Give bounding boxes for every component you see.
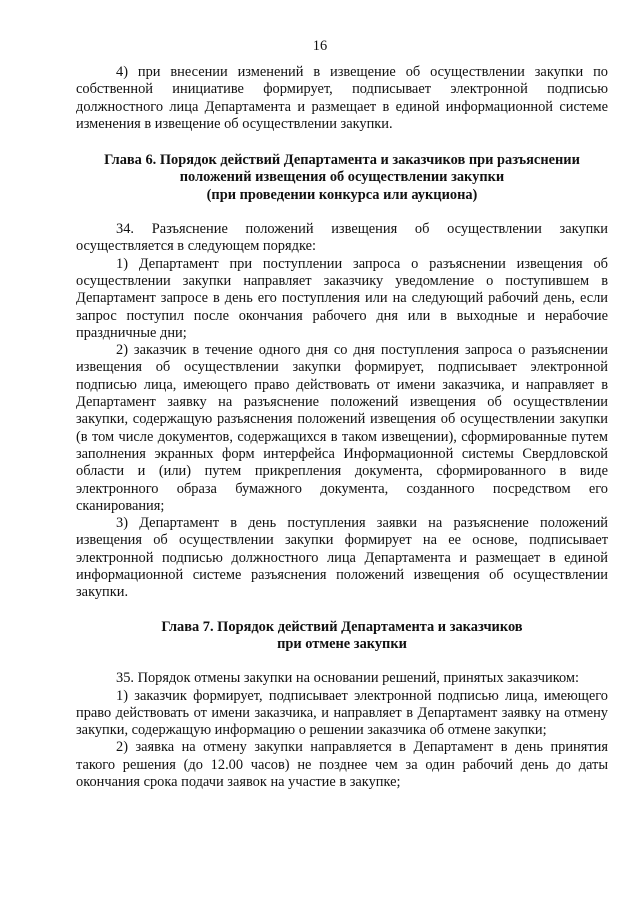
paragraph-item-4: 4) при внесении изменений в извещение об осуществлении закупки по собственной инициативе формирует, подписывает электронной подписью должностного лица Департамента и размещает в единой информационной системе изменения в извещение об осуществлении закупки.: [76, 64, 608, 132]
page-number: 16: [312, 38, 328, 54]
heading-line: Глава 7. Порядок действий Департамента и заказчиков: [161, 618, 523, 635]
heading-line: Глава 6. Порядок действий Департамента и заказчиков при разъяснении: [104, 152, 580, 169]
paragraph-35-item-1: 1) заказчик формирует, подписывает электронной подписью лица, имеющего право действовать от имени заказчика, и направляет в Департамент заявку на отмену закупки, содержащую информацию о решении заказчика об отмене закупки;: [76, 687, 608, 739]
paragraph-34-item-1: 1) Департамент при поступлении запроса о разъяснении извещения об осуществлении закупки направляет заказчику уведомление о поступившем в Департамент запросе в день его поступления или на следующий рабочий день, если запрос поступил после окончания рабочего дня или в выходные и нерабочие праздничные дни;: [76, 255, 608, 341]
heading-line: при отмене закупки: [277, 635, 407, 652]
paragraph-34-item-2: 2) заказчик в течение одного дня со дня поступления запроса о разъяснении извещения об осуществлении закупки формирует, подписывает электронной подписью лица, имеющего право действовать от имени заказчика, и направляет в Департамент заявку на разъяснение положений извещения об осуществлении закупки, содержащую разъяснения положений извещения об осуществлении закупки (в том числе документов, содержащихся в таком извещении), сформированные путем заполнения экранных форм интерфейса Информационной системы Свердловской области и (или) путем прикрепления документа, сформированного в виде электронного образа бумажного документа, созданного посредством его сканирования;: [76, 342, 608, 514]
document-body: [76, 64, 608, 791]
paragraph-34: 34. Разъяснение положений извещения об осуществлении закупки осуществляется в следующем порядке:: [76, 221, 608, 255]
chapter-7-heading: [76, 619, 608, 654]
heading-line: положений извещения об осуществлении закупки: [179, 169, 505, 186]
paragraph-35: 35. Порядок отмены закупки на основании решений, принятых заказчиком:: [116, 670, 579, 687]
paragraph-35-item-2: 2) заявка на отмену закупки направляется в Департамент в день принятия такого решения (до 12.00 часов) не позднее чем за один рабочий день до даты окончания срока подачи заявок на участие в закупке;: [76, 739, 608, 790]
heading-line: (при проведении конкурса или аукциона): [206, 186, 478, 203]
chapter-6-heading: [76, 152, 608, 204]
paragraph-34-item-3: 3) Департамент в день поступления заявки на разъяснение положений извещения об осуществлении закупки формирует на ее основе, подписывает электронной подписью должностного лица Департамента и размещает в единой информационной системе разъяснения положений извещения об осуществлении закупки.: [76, 515, 608, 601]
